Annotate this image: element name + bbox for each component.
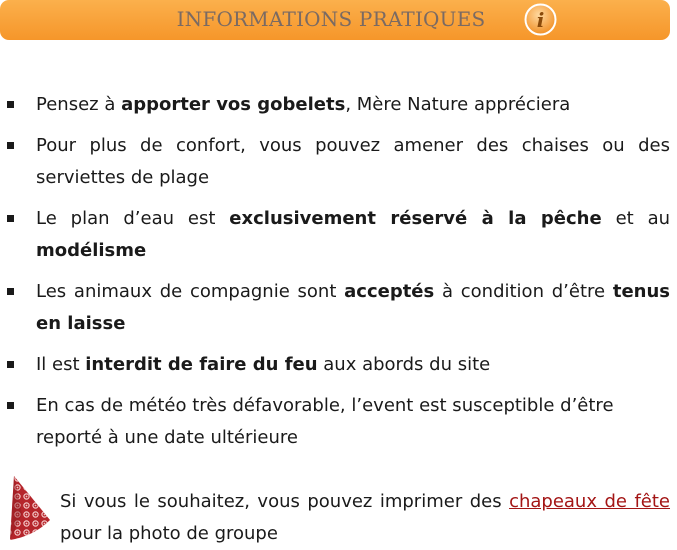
bullet-icon	[7, 101, 14, 108]
footer-note: Si vous le souhaitez, vous pouvez imprimer des chapeaux de fête pour la photo de groupe	[60, 491, 670, 544]
practical-info-list	[0, 89, 670, 463]
info-icon	[524, 3, 557, 36]
list-item: En cas de météo très défavorable, l’event est susceptible d’être reporté à une date ultérieure	[0, 390, 670, 454]
bullet-icon	[7, 215, 14, 222]
party-hats-link[interactable]: chapeaux de fête	[509, 491, 670, 512]
bullet-icon	[7, 142, 14, 149]
info-header-bar	[0, 0, 670, 40]
bullet-icon	[7, 288, 14, 295]
list-item: Les animaux de compagnie sont acceptés à condition d’être tenus en laisse	[0, 276, 670, 340]
header-title: INFORMATIONS PRATIQUES	[176, 7, 486, 31]
svg-text:i: i	[536, 8, 545, 32]
list-item: Pour plus de confort, vous pouvez amener des chaises ou des serviettes de plage	[0, 130, 670, 194]
list-item: Il est interdit de faire du feu aux abords du site	[0, 349, 670, 381]
list-item: Pensez à apporter vos gobelets, Mère Nature appréciera	[0, 89, 670, 121]
list-item: Le plan d’eau est exclusivement réservé à la pêche et au modélisme	[0, 203, 670, 267]
bullet-icon	[7, 402, 14, 409]
party-hat-icon	[4, 474, 56, 544]
bullet-icon	[7, 361, 14, 368]
